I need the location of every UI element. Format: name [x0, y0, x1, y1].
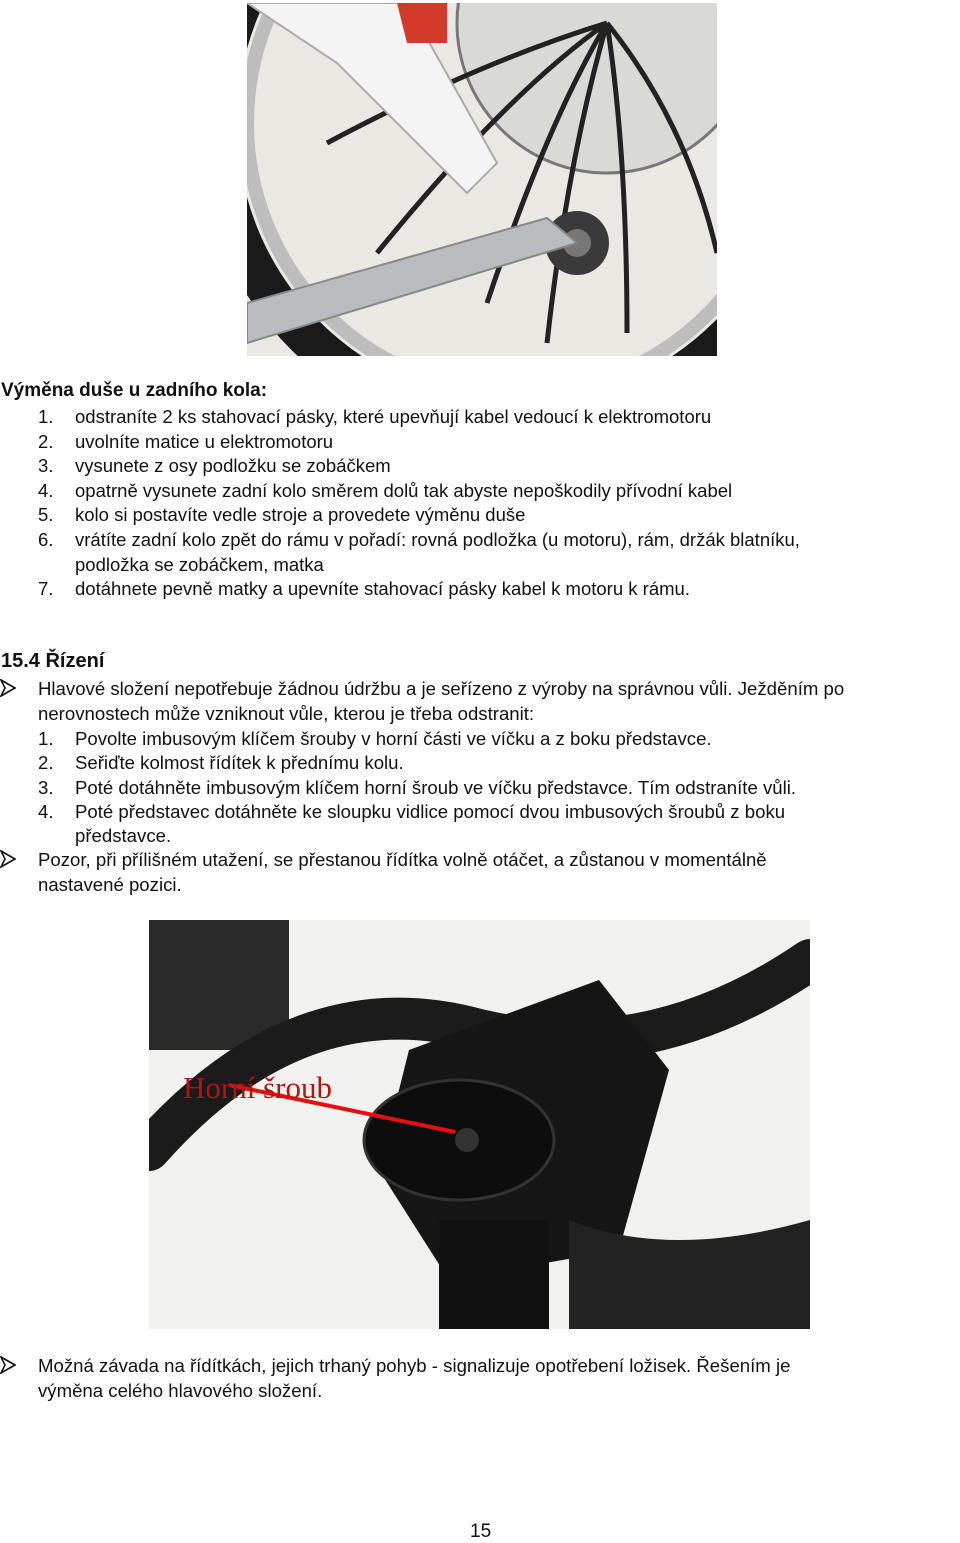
bullet-item: [0, 1354, 960, 1378]
list-item: 2. uvolníte matice u elektromotoru: [38, 430, 334, 452]
steering-steps-list: [38, 727, 796, 848]
photo-caption: Horní šroub: [183, 1070, 332, 1105]
bullet-item: [0, 677, 960, 701]
bullet-continuation: výměna celého hlavového složení.: [38, 1380, 323, 1401]
bullet-text: Možná závada na řídítkách, jejich trhaný pohyb - signalizuje opotřebení ložisek. Řešením je: [38, 1355, 791, 1376]
arrowhead-bullet-icon: [0, 850, 16, 868]
list-item: podložka se zobáčkem, matka: [75, 553, 324, 575]
bullet-text: Pozor, při přílišném utažení, se přestanou řídítka volně otáčet, a zůstanou v momentálně: [38, 849, 767, 870]
list-item: 4. Poté představec dotáhněte ke sloupku vidlice pomocí dvou imbusových šroubů z boku: [38, 800, 786, 822]
section-title-steering: 15.4 Řízení: [1, 650, 105, 672]
rear-tube-steps-list: [38, 405, 800, 602]
handlebar-stem-photo: [149, 920, 810, 1329]
wheel-axle-photo: [247, 3, 717, 356]
list-item: 7. dotáhnete pevně matky a upevníte stahovací pásky kabel k motoru k rámu.: [38, 578, 690, 600]
list-item: 5. kolo si postavíte vedle stroje a provedete výměnu duše: [38, 504, 526, 526]
list-item: 4. opatrně vysunete zadní kolo směrem dolů tak abyste nepoškodily přívodní kabel: [38, 479, 733, 501]
list-item: 2. Seřiďte kolmost řídítek k přednímu kolu.: [38, 752, 404, 774]
arrowhead-bullet-icon: [0, 679, 16, 697]
list-item: 3. Poté dotáhněte imbusovým klíčem horní šroub ve víčku představce. Tím odstraníte vůli.: [38, 776, 797, 798]
list-item: 1. odstraníte 2 ks stahovací pásky, které upevňují kabel vedoucí k elektromotoru: [38, 406, 712, 427]
bullet-continuation: nastavené pozici.: [38, 874, 182, 895]
bullet-text: Hlavové složení nepotřebuje žádnou údržbu a je seřízeno z výroby na správnou vůli. Ježděním po: [38, 678, 845, 699]
list-item: 3. vysunete z osy podložku se zobáčkem: [38, 455, 391, 477]
list-item: 1. Povolte imbusovým klíčem šrouby v horní části ve víčku a z boku představce.: [38, 728, 712, 749]
bullet-item: [0, 848, 960, 872]
page-number: 15: [470, 1521, 492, 1542]
list-item: 6. vrátíte zadní kolo zpět do rámu v pořadí: rovná podložka (u motoru), rám, držák blatníku,: [38, 528, 800, 550]
list-item: představce.: [75, 825, 172, 847]
arrowhead-bullet-icon: [0, 1356, 16, 1374]
section-title-rear-tube: Výměna duše u zadního kola:: [1, 380, 268, 401]
bullet-continuation: nerovnostech může vzniknout vůle, kterou je třeba odstranit:: [38, 703, 535, 724]
